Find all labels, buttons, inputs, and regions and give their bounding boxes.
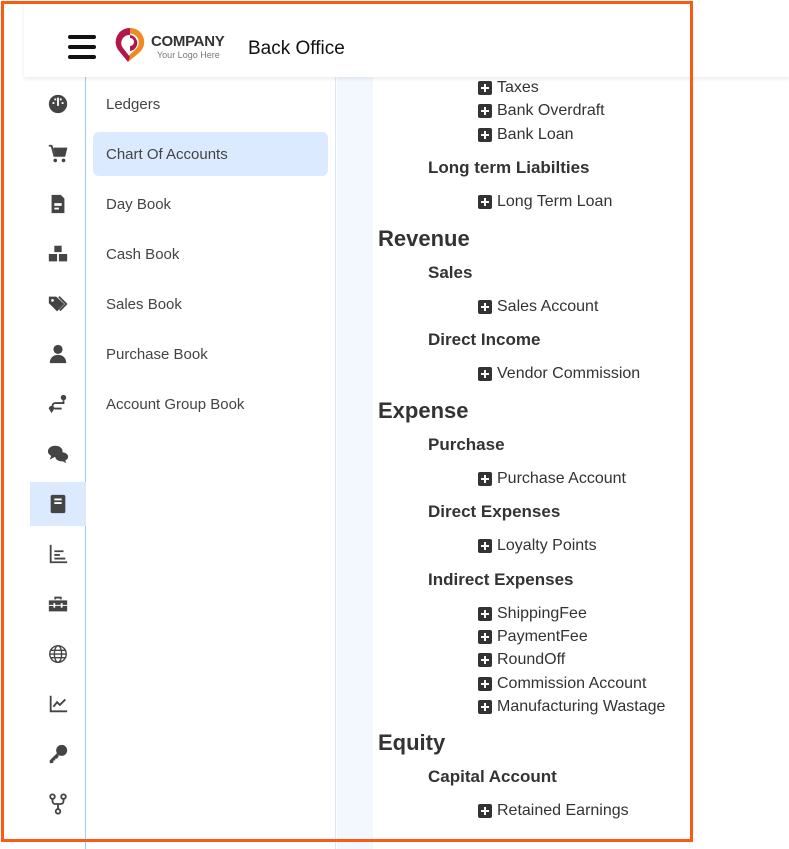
account-type-heading: Revenue bbox=[378, 225, 470, 251]
logo-pin-icon bbox=[114, 27, 146, 63]
chart-line-icon bbox=[47, 693, 69, 715]
sidebar-nav-dashboard[interactable] bbox=[30, 82, 86, 126]
sidebar-nav-toolbox[interactable] bbox=[30, 582, 86, 626]
chat-icon bbox=[47, 443, 69, 465]
content-gutter bbox=[337, 77, 373, 849]
sidebar-nav-branch[interactable] bbox=[30, 782, 86, 826]
account-item[interactable] bbox=[478, 698, 665, 716]
account-label: Bank Loan bbox=[497, 125, 574, 143]
sidebar-nav-invoice[interactable] bbox=[30, 182, 86, 226]
expand-plus-icon[interactable] bbox=[478, 607, 492, 621]
chart-of-accounts-tree bbox=[373, 77, 691, 841]
icon-sidebar bbox=[24, 77, 86, 849]
cart-icon bbox=[47, 143, 69, 165]
invoice-icon bbox=[47, 193, 69, 215]
hamburger-menu-icon[interactable] bbox=[68, 35, 96, 59]
menu-item-sales-book[interactable]: Sales Book bbox=[106, 295, 182, 313]
sidebar-nav-tags[interactable] bbox=[30, 282, 86, 326]
user-icon bbox=[47, 343, 69, 365]
submenu-panel bbox=[87, 77, 336, 849]
sidebar-nav-book[interactable] bbox=[30, 482, 86, 526]
account-group-heading: Sales bbox=[428, 262, 473, 282]
account-label: Bank Overdraft bbox=[497, 102, 605, 120]
account-group-heading: Direct Income bbox=[428, 330, 541, 350]
branch-icon bbox=[47, 793, 69, 815]
account-label: Manufacturing Wastage bbox=[497, 697, 666, 715]
key-icon bbox=[47, 743, 69, 765]
menu-item-chart-of-accounts[interactable]: Chart Of Accounts bbox=[93, 132, 328, 176]
account-label: Loyalty Points bbox=[497, 537, 597, 555]
expand-plus-icon[interactable] bbox=[478, 195, 492, 209]
account-item[interactable] bbox=[478, 102, 605, 120]
sidebar-nav-inventory[interactable] bbox=[30, 232, 86, 276]
account-label: Retained Earnings bbox=[497, 802, 629, 820]
expand-plus-icon[interactable] bbox=[478, 653, 492, 667]
expand-plus-icon[interactable] bbox=[478, 539, 492, 553]
account-label: PaymentFee bbox=[497, 627, 588, 645]
app-title: Back Office bbox=[248, 38, 345, 59]
sidebar-nav-route[interactable] bbox=[30, 382, 86, 426]
account-item[interactable] bbox=[478, 675, 646, 693]
account-item[interactable] bbox=[478, 802, 629, 820]
account-item[interactable] bbox=[478, 365, 640, 383]
menu-item-day-book[interactable]: Day Book bbox=[106, 195, 172, 213]
sidebar-nav-cart[interactable] bbox=[30, 132, 86, 176]
inventory-icon bbox=[47, 243, 69, 265]
account-group-heading: Indirect Expenses bbox=[428, 569, 574, 589]
account-group-heading: Capital Account bbox=[428, 767, 557, 787]
sidebar-nav-globe[interactable] bbox=[30, 632, 86, 676]
company-logo: COMPANY Your Logo Here bbox=[114, 27, 234, 63]
account-item[interactable] bbox=[478, 126, 574, 144]
expand-plus-icon[interactable] bbox=[478, 104, 492, 118]
toolbox-icon bbox=[47, 593, 69, 615]
expand-plus-icon[interactable] bbox=[478, 804, 492, 818]
account-group-heading: Long term Liabilties bbox=[428, 158, 590, 178]
account-item[interactable] bbox=[478, 605, 587, 623]
sidebar-nav-chart-line[interactable] bbox=[30, 682, 86, 726]
account-label: RoundOff bbox=[497, 651, 566, 669]
account-item[interactable] bbox=[478, 193, 612, 211]
account-item[interactable] bbox=[478, 79, 539, 97]
account-label: Long Term Loan bbox=[497, 193, 613, 211]
book-icon bbox=[47, 493, 69, 515]
account-group-heading: Direct Expenses bbox=[428, 502, 561, 522]
tags-icon bbox=[47, 293, 69, 315]
account-label: Vendor Commission bbox=[497, 365, 641, 383]
sidebar-nav-user[interactable] bbox=[30, 332, 86, 376]
dashboard-icon bbox=[47, 93, 69, 115]
expand-plus-icon[interactable] bbox=[478, 300, 492, 314]
account-item[interactable] bbox=[478, 651, 565, 669]
menu-item-cash-book[interactable]: Cash Book bbox=[106, 245, 180, 263]
expand-plus-icon[interactable] bbox=[478, 700, 492, 714]
account-label: ShippingFee bbox=[497, 604, 587, 622]
account-type-heading: Equity bbox=[378, 730, 446, 756]
globe-icon bbox=[47, 643, 69, 665]
account-label: Taxes bbox=[497, 79, 539, 96]
sidebar-nav-chat[interactable] bbox=[30, 432, 86, 476]
account-label: Commission Account bbox=[497, 674, 647, 692]
expand-plus-icon[interactable] bbox=[478, 367, 492, 381]
sidebar-nav-key[interactable] bbox=[30, 732, 86, 776]
route-icon bbox=[47, 393, 69, 415]
sidebar-nav-report[interactable] bbox=[30, 532, 86, 576]
report-icon bbox=[47, 543, 69, 565]
account-type-heading: Expense bbox=[378, 397, 469, 423]
expand-plus-icon[interactable] bbox=[478, 128, 492, 142]
account-label: Purchase Account bbox=[497, 469, 626, 487]
menu-item-account-group-book[interactable]: Account Group Book bbox=[106, 395, 245, 413]
expand-plus-icon[interactable] bbox=[478, 630, 492, 644]
account-item[interactable] bbox=[478, 537, 597, 555]
account-item[interactable] bbox=[478, 298, 598, 316]
account-label: Sales Account bbox=[497, 297, 599, 315]
menu-item-purchase-book[interactable]: Purchase Book bbox=[106, 345, 208, 363]
account-item[interactable] bbox=[478, 470, 626, 488]
expand-plus-icon[interactable] bbox=[478, 677, 492, 691]
expand-plus-icon[interactable] bbox=[478, 81, 492, 95]
expand-plus-icon[interactable] bbox=[478, 472, 492, 486]
account-item[interactable] bbox=[478, 628, 588, 646]
menu-item-ledgers[interactable]: Ledgers bbox=[106, 95, 161, 113]
account-group-heading: Purchase bbox=[428, 434, 505, 454]
